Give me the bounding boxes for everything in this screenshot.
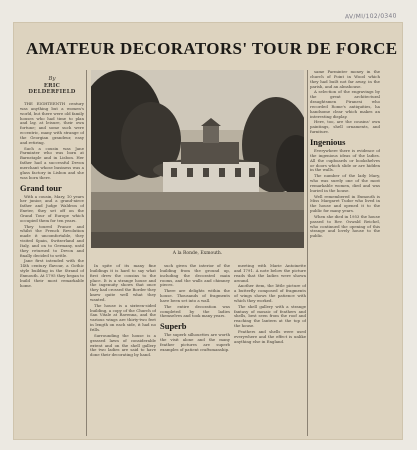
paragraph: When she died in 1953 the house passed to Rev. Oswald Reichel, who continued the opening of this strange and lovely house to the public. [310, 213, 380, 239]
paragraph: The superb silhouettes are worth the visit alone and the many feather pictures are superb examples of patient craftsmanship. [160, 332, 230, 352]
paragraph: Jane first intended with the 14th century flavour, a Gothic style building in the Strand of Exmouth. At 1795 they began to build their most remarkable home. [20, 258, 84, 288]
archive-stamp: AV/MI/102/0340 [345, 12, 398, 21]
paragraph: same Parminter money in the church of Point in Wood which they had built not far away, in the parish, and an almshouse. [310, 70, 380, 89]
article-column-3 [160, 264, 230, 440]
paragraph: meeting with Marie Antoinette and 1791. A note below the picture reads that the ladies were shown around. [234, 264, 306, 283]
article-column-4 [234, 264, 306, 440]
column-rule [307, 70, 308, 436]
paragraph: Everywhere there is evidence of the ingenious ideas of the ladies. All the cupboards or bookshelves or doors which slide or are hidden in the walls. [310, 147, 380, 173]
paragraph: Surrounding the house is a grassed lawn of considerable extent and on the shell gallery the two ladies are said to have done their decorating by hand. [90, 332, 156, 358]
paragraph: Such a cousin was Jane Parminter who was born at Barnstaple and in Lisbon. Her father had a successful Devon merchant whose business was a glass factory in Lisbon and she was born there. [20, 145, 84, 180]
paragraph: THE EIGHTEENTH century was anything but a women's world, but there were old family houses who had time to plan and lay, at leisure, their own fortune; and some such were eccentric, many with strange of the Georgian grandeur, easy and retiring. [20, 102, 84, 145]
article-column-2 [90, 264, 156, 440]
paragraph: such given the interior of the building from the ground up, including the decorated main rooms, and the walls and chimney pieces. [160, 264, 230, 288]
house-photo [91, 70, 304, 248]
house-photo-illustration [91, 70, 304, 248]
paragraph: With a cousin, Mary, 10 years her junior, and a grand-niece father and Judge Waldron of Exeter, they set off on the Grand Tour of Europe which occupied them for ten years. [20, 193, 84, 223]
byline-label: By [48, 76, 56, 82]
subheading-superb: Superb [160, 321, 187, 332]
paragraph: The shell gallery with a strange fantasy of mosaic of feathers and shells, best seen from the roof and reaching the lantern at the top of the house. [234, 303, 306, 329]
subheading-grand-tour: Grand tour [20, 182, 62, 193]
paragraph: Feathers and shells were used everywhere and the effect is unlike anything else in England. [234, 328, 306, 344]
paragraph: Here, too, are the cousins' own paintings, shell ornaments, and furniture. [310, 119, 380, 135]
headline: AMATEUR DECORATORS' TOUR DE FORCE [26, 39, 398, 58]
paragraph: The entire decoration was completed by the ladies themselves and took many years. [160, 303, 230, 319]
paragraph: They toured France and whilst the French Revolution made it uncomfortable, they visited Spain, Switzerland and Italy, and on to Germany, until they returned to Devon and finally decided to settle. [20, 223, 84, 258]
paragraph: The number of the lady Mary, who was surely one of the most remarkable women, died and was buried in the house. [310, 173, 380, 193]
paragraph: Another item, the little picture of a butterfly composed of fragments of wings shows the patience with which they worked. [234, 283, 306, 303]
paragraph: Well remembered in Exmouth is Miss Margaret Tudor who lived in the house and opened it to the public for many years. [310, 193, 380, 214]
article-column-1 [20, 102, 84, 438]
byline-author: ERIC DELDERFIELD [28, 82, 76, 96]
article-column-5 [310, 70, 380, 440]
subheading-ingenious: Ingenious [310, 136, 346, 147]
paragraph: A selection of the engravings by the great architectural draughtsmen Piranesi who recorded Rome's antiquities, ha handsome clear which makes an interesting display. [310, 89, 380, 119]
paragraph: There are delights within the house. Thousands of fragments have been set into a wall. [160, 288, 230, 303]
column-rule [86, 70, 87, 436]
paragraph: The house is a sixteen-sided building, a copy of the Church of San Vitale at Ravenna, and the various wings are thirty-two feet in length on each side, it had no frills. [90, 302, 156, 332]
paragraph: In spite of its many fine buildings it is hard to say what first drew the cousins to the place. It is a strange house and the ingenuity shows that once they had crossed the Border they knew quite well what they wanted. [90, 264, 156, 302]
byline [21, 76, 83, 96]
photo-caption: A la Ronde, Exmouth. [172, 251, 223, 256]
